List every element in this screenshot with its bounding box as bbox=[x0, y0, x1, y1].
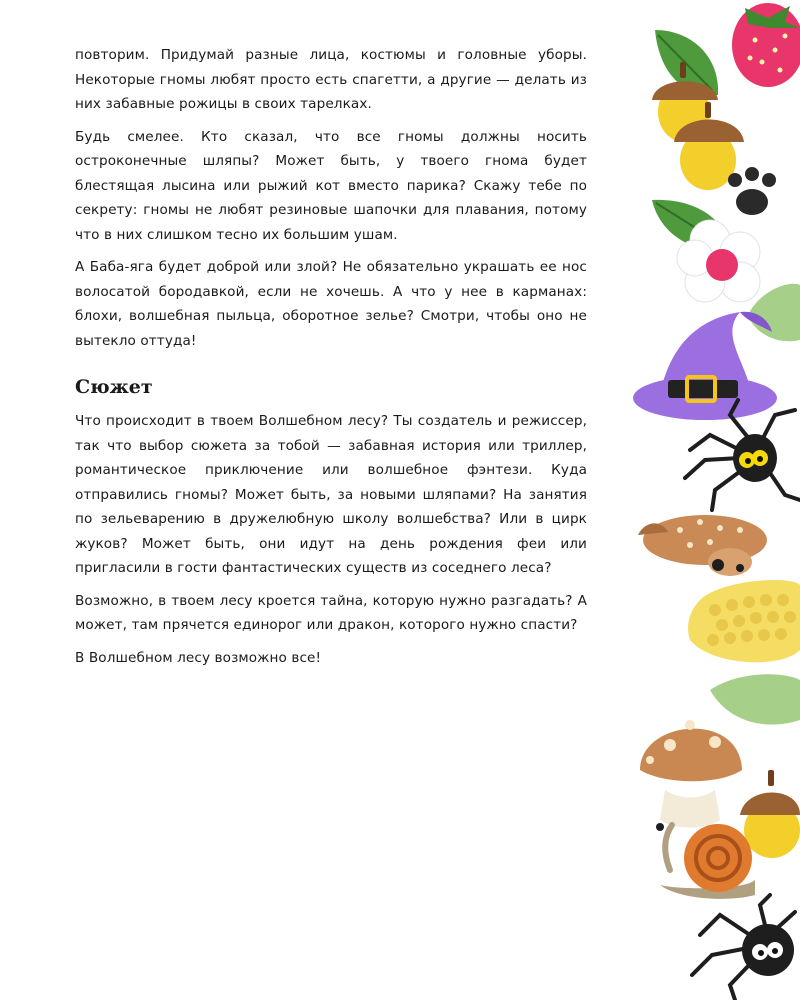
section-heading: Сюжет bbox=[75, 376, 153, 398]
paragraph: В Волшебном лесу возможно все! bbox=[75, 649, 322, 666]
clay-decorations-column bbox=[615, 0, 800, 1000]
snail-icon bbox=[656, 823, 755, 899]
paw-print-icon bbox=[728, 167, 776, 215]
honeycomb-icon bbox=[688, 580, 800, 662]
spider-icon bbox=[692, 895, 795, 1000]
witch-hat-icon bbox=[633, 312, 777, 420]
fawn-icon bbox=[638, 515, 767, 576]
strawberry-icon bbox=[732, 3, 800, 87]
paragraph: А Баба-яга будет доброй или злой? Не обязательно украшать ее нос волосатой бородавкой, если не хочешь. А что у нее в карманах: блохи, волшебная пыльца, оборотное зелье? Смотри, чтобы оно не вытекло оттуда! bbox=[75, 259, 587, 349]
article-text bbox=[75, 43, 587, 678]
paragraph: повторим. Придумай разные лица, костюмы и головные уборы. Некоторые гномы любят просто есть спагетти, а другие — делать из них забавные рожицы в своих тарелках. bbox=[75, 47, 587, 112]
leaf-icon bbox=[710, 674, 800, 724]
paragraph: Будь смелее. Кто сказал, что все гномы должны носить остроконечные шляпы? Может быть, у твоего гнома будет блестящая лысина или рыжий кот вместо парика? Скажу тебе по секрету: гномы не любят резиновые шапочки для плавания, потому что в них слишком тесно их большим ушам. bbox=[75, 128, 587, 243]
paragraph: Возможно, в твоем лесу кроется тайна, которую нужно разгадать? А может, там прячется единорог или дракон, которого нужно спасти? bbox=[75, 592, 587, 633]
mushroom-icon bbox=[640, 720, 742, 828]
paragraph: Что происходит в твоем Волшебном лесу? Ты создатель и режиссер, так что выбор сюжета за тобой — забавная история или триллер, романтическое приключение или волшебное фэнтези. Куда отправились гномы? Может быть, за новыми шляпами? На занятия по зельеварению в дружелюбную школу волшебства? Или в цирк жуков? Может быть, они идут на день рождения феи или пригласили в гости фантастических существ из соседнего леса? bbox=[75, 413, 587, 576]
